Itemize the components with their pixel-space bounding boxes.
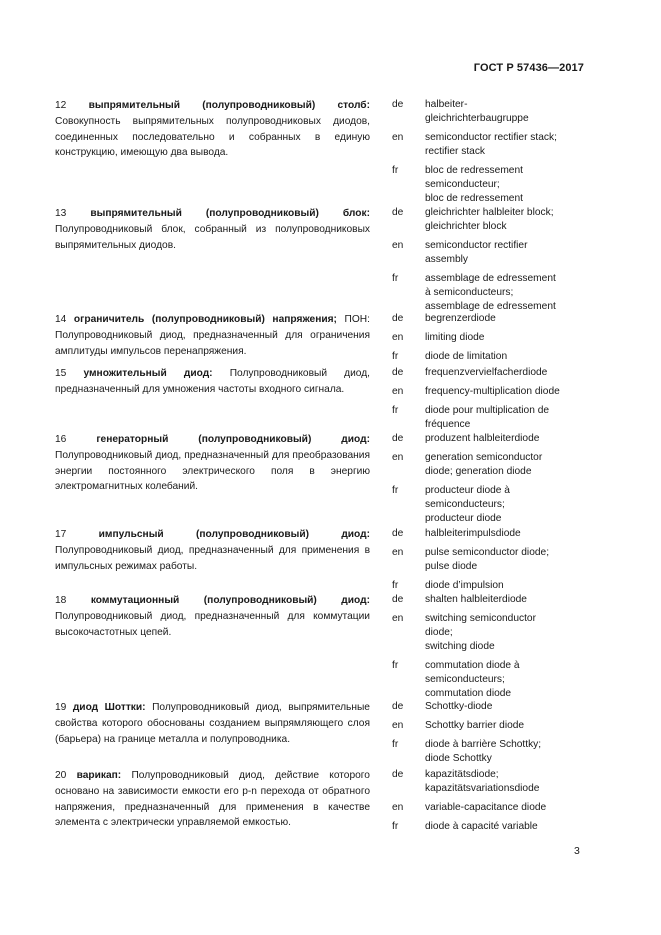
term-title: импульсный (полупроводниковый) диод: <box>98 529 370 540</box>
definition-text: ПОН: Полупроводниковый диод, предназначенный для ограничения амплитуды импульсов перенапряжения. <box>55 314 370 357</box>
equivalent-row <box>392 527 603 541</box>
term-number: 19 <box>55 702 67 713</box>
foreign-equivalents <box>392 312 603 368</box>
equivalent-row <box>392 719 603 733</box>
equivalent-term: limiting diode <box>425 331 485 343</box>
term-title: коммутационный (полупроводниковый) диод: <box>90 595 370 606</box>
equivalent-term: gleichrichter halbleiter block; gleichrichter block <box>425 207 554 233</box>
language-code: en <box>392 331 404 343</box>
page-number: 3 <box>574 845 580 857</box>
foreign-equivalents <box>392 98 603 211</box>
language-code: de <box>392 313 404 324</box>
equivalent-term: diode de limitation <box>425 350 508 362</box>
equivalent-row <box>392 659 603 702</box>
equivalent-term: diode à capacité variable <box>425 820 538 832</box>
term-definition <box>55 593 370 640</box>
language-code: de <box>392 433 404 444</box>
language-code: en <box>392 132 404 143</box>
term-title: диод Шоттки: <box>72 702 146 713</box>
language-code: en <box>392 385 404 397</box>
language-code: en <box>392 451 404 463</box>
equivalent-row <box>392 738 603 766</box>
language-code: fr <box>392 738 399 750</box>
language-code: de <box>392 701 404 712</box>
equivalent-row <box>392 612 603 655</box>
equivalent-term: halbeiter- gleichrichterbaugruppe <box>425 99 529 125</box>
equivalent-term: variable-capacitance diode <box>425 802 547 813</box>
equivalent-term: diode à barrière Schottky; diode Schottky <box>425 738 542 764</box>
equivalent-row <box>392 385 603 399</box>
language-code: fr <box>392 820 399 832</box>
term-number: 20 <box>55 770 67 781</box>
equivalent-row <box>392 820 603 834</box>
language-code: fr <box>392 660 399 671</box>
language-code: de <box>392 528 404 539</box>
equivalent-row <box>392 131 603 159</box>
equivalent-row <box>392 593 603 607</box>
term-number: 13 <box>55 208 67 219</box>
equivalent-term: commutation diode à semiconducteurs; commutation diode <box>425 660 520 700</box>
definition-text: Полупроводниковый диод, действие которого основано на зависимости емкости его p-n перехода от обратного напряжения, предназначенный для применения в качестве элемента с электрически управляемой емкостью. <box>55 770 370 829</box>
equivalent-term: Schottky-diode <box>425 701 493 712</box>
definition-text: Полупроводниковый диод, предназначенный для умножения частоты входного сигнала. <box>55 368 370 395</box>
language-code: fr <box>392 484 399 496</box>
equivalent-term: begrenzerdiode <box>425 313 496 324</box>
equivalent-term: halbleiterimpulsdiode <box>425 528 521 539</box>
equivalent-row <box>392 801 603 815</box>
term-title: генераторный (полупроводниковый) диод: <box>96 434 370 445</box>
term-title: варикап: <box>76 770 122 781</box>
term-title: ограничитель (полупроводниковый) напряжения; <box>73 314 337 325</box>
term-definition <box>55 366 370 398</box>
definition-text: Полупроводниковый диод, предназначенный для коммутации высокочастотных цепей. <box>55 610 370 638</box>
equivalent-row <box>392 164 603 207</box>
equivalent-term: assemblage de edressement à semiconducteurs; assemblage de edressement <box>425 273 556 313</box>
equivalent-row <box>392 272 603 315</box>
language-code: fr <box>392 273 399 284</box>
term-number: 14 <box>55 314 67 325</box>
language-code: en <box>392 240 404 251</box>
equivalent-term: diode pour multiplication de fréquence <box>425 404 550 430</box>
equivalent-row <box>392 350 603 364</box>
term-definition <box>55 98 370 161</box>
equivalent-term: frequency-multiplication diode <box>425 385 560 397</box>
language-code: en <box>392 719 404 731</box>
definition-text: Полупроводниковый диод, выпрямительные свойства которого обоснованы созданием выпрямляющего слоя (барьера) на границе металла и полупроводника. <box>55 702 370 745</box>
equivalent-term: diode d’impulsion <box>425 579 504 591</box>
language-code: en <box>392 546 404 558</box>
equivalent-row <box>392 768 603 796</box>
equivalent-term: pulse semiconductor diode; pulse diode <box>425 546 550 572</box>
equivalent-row <box>392 546 603 574</box>
equivalent-row <box>392 484 603 527</box>
language-code: de <box>392 367 404 378</box>
definition-text: Совокупность выпрямительных полупроводниковых диодов, соединенных последовательно и собранных в единую конструкцию, имеющую два вывода. <box>55 115 370 159</box>
equivalent-term: frequenzvervielfacherdiode <box>425 367 548 378</box>
equivalent-term: kapazitätsdiode; kapazitätsvariationsdiode <box>425 769 540 795</box>
term-definition <box>55 206 370 253</box>
term-number: 16 <box>55 434 67 445</box>
definition-text: Полупроводниковый блок, собранный из полупроводниковых выпрямительных диодов. <box>55 223 370 251</box>
foreign-equivalents <box>392 593 603 706</box>
definition-text: Полупроводниковый диод, предназначенный для применения в импульсных режимах работы. <box>55 544 370 572</box>
language-code: fr <box>392 350 399 362</box>
equivalent-term: switching semiconductor diode; switching diode <box>425 612 536 653</box>
language-code: en <box>392 612 404 624</box>
foreign-equivalents <box>392 366 603 437</box>
language-code: de <box>392 99 404 110</box>
foreign-equivalents <box>392 768 603 839</box>
equivalent-term: Schottky barrier diode <box>425 719 525 731</box>
term-definition <box>55 768 370 831</box>
term-number: 18 <box>55 595 67 606</box>
term-number: 12 <box>55 100 67 111</box>
term-definition <box>55 312 370 359</box>
term-definition <box>55 527 370 574</box>
equivalent-row <box>392 206 603 234</box>
term-definition <box>55 432 370 495</box>
equivalent-term: bloc de redressement semiconducteur; bloc de redressement <box>425 165 523 205</box>
equivalent-row <box>392 700 603 714</box>
term-number: 17 <box>55 529 67 540</box>
language-code: de <box>392 769 404 780</box>
standard-designation: ГОСТ Р 57436—2017 <box>473 62 584 74</box>
equivalent-row <box>392 239 603 267</box>
equivalent-row <box>392 331 603 345</box>
term-title: выпрямительный (полупроводниковый) столб: <box>88 100 370 111</box>
equivalent-row <box>392 98 603 126</box>
equivalent-row <box>392 451 603 479</box>
equivalent-term: produzent halbleiterdiode <box>425 433 540 444</box>
equivalent-term: semiconductor rectifier stack; rectifier stack <box>425 132 557 158</box>
equivalent-row <box>392 312 603 326</box>
language-code: en <box>392 802 404 813</box>
equivalent-term: shalten halbleiterdiode <box>425 594 527 605</box>
foreign-equivalents <box>392 527 603 598</box>
language-code: fr <box>392 404 399 416</box>
foreign-equivalents <box>392 700 603 771</box>
language-code: fr <box>392 579 399 591</box>
foreign-equivalents <box>392 432 603 531</box>
equivalent-term: semiconductor rectifier assembly <box>425 240 528 266</box>
term-definition <box>55 700 370 747</box>
equivalent-row <box>392 366 603 380</box>
language-code: fr <box>392 165 399 176</box>
term-number: 15 <box>55 368 67 379</box>
equivalent-row <box>392 579 603 593</box>
term-title: выпрямительный (полупроводниковый) блок: <box>90 208 370 219</box>
foreign-equivalents <box>392 206 603 319</box>
equivalent-row <box>392 404 603 432</box>
equivalent-row <box>392 432 603 446</box>
language-code: de <box>392 207 404 218</box>
definition-text: Полупроводниковый диод, предназначенный для преобразования энергии постоянного электрического поля в энергию электромагнитных колебаний. <box>55 449 370 493</box>
language-code: de <box>392 594 404 605</box>
term-title: умножительный диод: <box>83 368 213 379</box>
equivalent-term: producteur diode à semiconducteurs; producteur diode <box>425 484 510 525</box>
equivalent-term: generation semiconductor diode; generation diode <box>425 451 543 477</box>
